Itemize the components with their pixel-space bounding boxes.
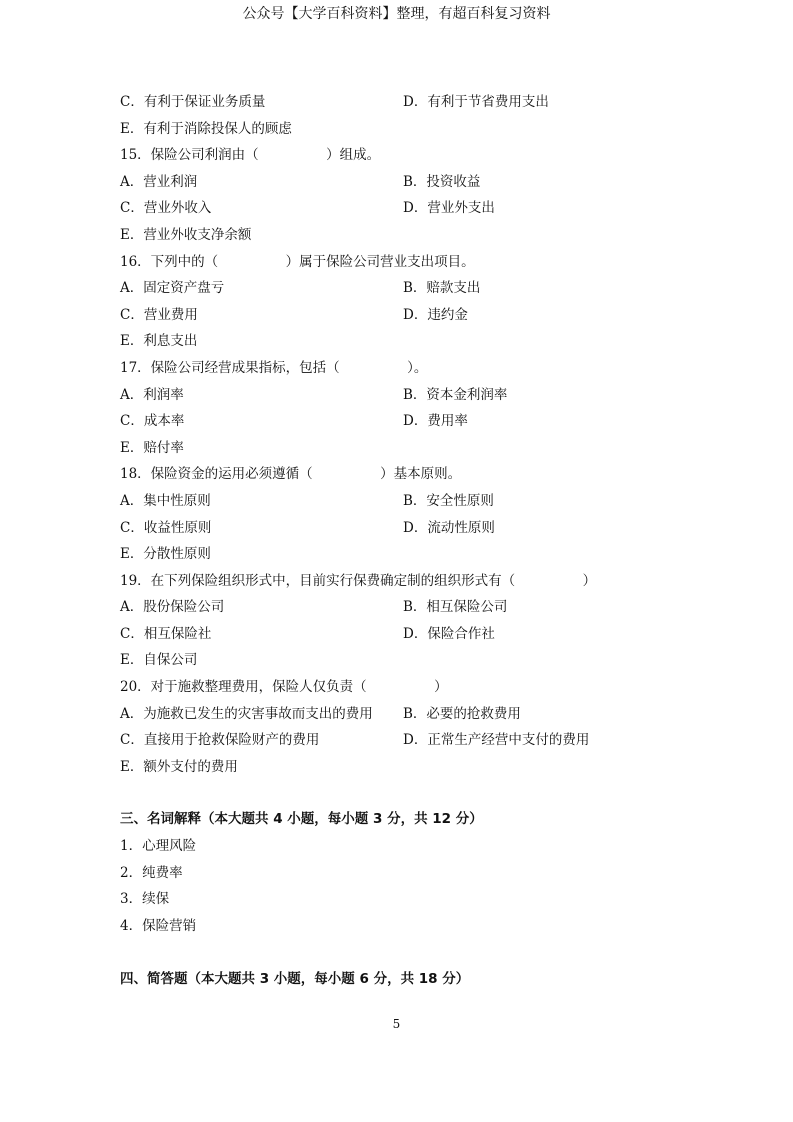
page-header: 公众号【大学百科资料】整理，有超百科复习资料 — [242, 6, 551, 22]
option-left: A．为施救已发生的灾害事故而支出的费用 — [120, 705, 373, 722]
question-stem — [120, 249, 680, 276]
option-right: B．相互保险公司 — [403, 599, 508, 616]
option-right: B．安全性原则 — [403, 492, 494, 509]
option-row — [120, 621, 680, 648]
option-left: C．营业费用 — [120, 306, 198, 323]
option-row — [120, 195, 680, 222]
term-text: 3．续保 — [120, 891, 170, 908]
option-left: A．股份保险公司 — [120, 599, 225, 616]
option-row — [120, 382, 680, 409]
line-text: E．自保公司 — [120, 652, 198, 669]
option-row — [120, 89, 680, 116]
line-text: E．分散性原则 — [120, 546, 211, 563]
option-row — [120, 594, 680, 621]
option-left: C．相互保险社 — [120, 625, 212, 642]
option-right: D．保险合作社 — [403, 625, 495, 642]
option-right: B．必要的抢救费用 — [403, 705, 521, 722]
option-row — [120, 754, 680, 781]
option-row — [120, 727, 680, 754]
line-text: E．营业外收支净余额 — [120, 226, 252, 243]
question-stem — [120, 461, 680, 488]
page-number: 5 — [392, 1017, 401, 1031]
option-right: D．流动性原则 — [403, 519, 495, 536]
option-row — [120, 275, 680, 302]
term-item — [120, 913, 680, 940]
line-text: 20．对于施救整理费用，保险人仅负责（ ） — [120, 679, 448, 696]
option-row — [120, 515, 680, 542]
line-text: 19．在下列保险组织形式中，目前实行保费确定制的组织形式有（ ） — [120, 572, 597, 589]
question-list — [120, 89, 680, 780]
option-left: C．收益性原则 — [120, 519, 212, 536]
term-item — [120, 833, 680, 860]
line-text: 16．下列中的（ ）属于保险公司营业支出项目。 — [120, 253, 475, 270]
term-text: 1．心理风险 — [120, 838, 197, 855]
document-body — [120, 89, 680, 993]
line-text: 15．保险公司利润由（ ）组成。 — [120, 147, 381, 164]
line-text: E．有利于消除投保人的顾虑 — [120, 120, 292, 137]
term-item — [120, 886, 680, 913]
option-right: D．营业外支出 — [403, 200, 495, 217]
option-left: A．集中性原则 — [120, 492, 211, 509]
option-row — [120, 701, 680, 728]
option-right: B．投资收益 — [403, 173, 481, 190]
option-left: A．营业利润 — [120, 173, 198, 190]
line-text: 18．保险资金的运用必须遵循（ ）基本原则。 — [120, 466, 462, 483]
spacer — [120, 780, 680, 806]
option-row — [120, 408, 680, 435]
term-item — [120, 860, 680, 887]
question-stem — [120, 142, 680, 169]
line-text: E．赔付率 — [120, 439, 184, 456]
option-row — [120, 169, 680, 196]
line-text: 17．保险公司经营成果指标，包括（ ）。 — [120, 359, 428, 376]
option-left: C．有利于保证业务质量 — [120, 94, 266, 110]
option-left: C．营业外收入 — [120, 200, 212, 217]
question-stem — [120, 568, 680, 595]
option-row — [120, 435, 680, 462]
option-right: D．费用率 — [403, 413, 468, 430]
option-row — [120, 116, 680, 143]
option-row — [120, 222, 680, 249]
option-row — [120, 488, 680, 515]
section-4-title: 四、简答题（本大题共 3 小题，每小题 6 分，共 18 分） — [120, 971, 470, 988]
option-right: D．有利于节省费用支出 — [403, 94, 549, 110]
section-3-title: 三、名词解释（本大题共 4 小题，每小题 3 分，共 12 分） — [120, 811, 483, 828]
option-right: D．违约金 — [403, 306, 468, 323]
term-text: 2．纯费率 — [120, 864, 183, 881]
option-right: D．正常生产经营中支付的费用 — [403, 732, 590, 749]
line-text: E．利息支出 — [120, 333, 198, 350]
term-text: 4．保险营销 — [120, 917, 197, 934]
spacer — [120, 939, 680, 966]
option-right: B．赔款支出 — [403, 280, 481, 297]
option-row — [120, 302, 680, 329]
option-row — [120, 328, 680, 355]
option-left: C．成本率 — [120, 413, 185, 430]
question-stem — [120, 674, 680, 701]
line-text: E．额外支付的费用 — [120, 758, 238, 775]
option-row — [120, 647, 680, 674]
option-row — [120, 541, 680, 568]
option-left: C．直接用于抢救保险财产的费用 — [120, 732, 320, 749]
question-stem — [120, 355, 680, 382]
option-right: B．资本金利润率 — [403, 386, 508, 403]
option-left: A．利润率 — [120, 386, 184, 403]
option-left: A．固定资产盘亏 — [120, 280, 225, 297]
